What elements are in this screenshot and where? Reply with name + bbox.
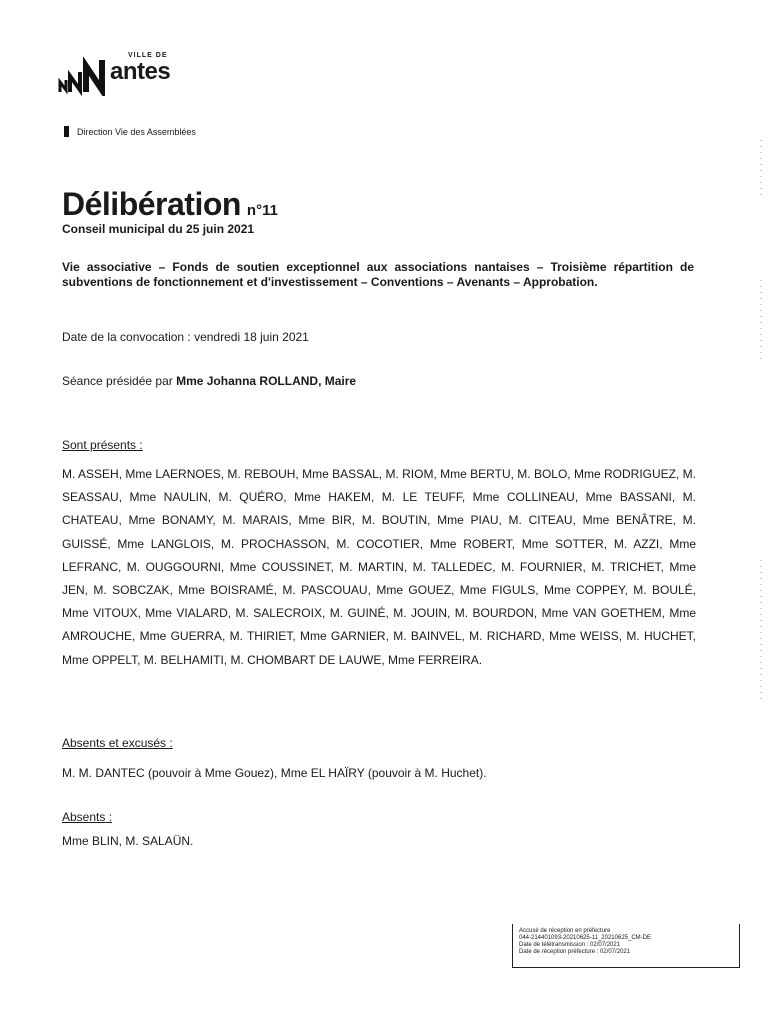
presents-list: M. ASSEH, Mme LAERNOES, M. REBOUH, Mme BASSAL, M. RIOM, Mme BERTU, M. BOLO, Mme RODRIGUEZ, M. SEASSAU, Mme NAULIN, M. QUÉRO, Mme HAKEM, M. LE TEUFF, Mme COLLINEAU, Mme BASSANI, M. CHATEAU, Mme BONAMY, M. MARAIS, Mme BIR, M. BOUTIN, Mme PIAU, M. CITEAU, Mme BENÂTRE, M. GUISSÉ, Mme LANGLOIS, M. PROCHASSON, M. COCOTIER, Mme ROBERT, Mme SOTTER, M. AZZI, Mme LEFRANC, M. OUGGOURNI, Mme COUSSINET, M. MARTIN, M. TALLEDEC, M. FOURNIER, M. TRICHET, Mme JEN, M. SOBCZAK, Mme BOISRAMÉ, M. PASCOUAU, Mme GOUEZ, Mme FIGULS, Mme COPPEY, M. BOULÉ, Mme VITOUX, Mme VIALARD, M. SALECROIX, M. GUINÉ, M. JOUIN, M. BOURDON, Mme VAN GOETHEM, Mme AMROUCHE, Mme GUERRA, M. THIRIET, Mme GARNIER, M. BAINVEL, M. RICHARD, Mme WEISS, M. HUCHET, Mme OPPELT, M. BELHAMITI, M. CHOMBART DE LAUWE, Mme FERREIRA. [62,467,696,667]
direction-text: Direction Vie des Assemblées [77,126,196,137]
presents-heading [62,438,143,452]
deliberation-title: Délibération [62,186,241,222]
logo-name-text: antes [110,58,171,85]
convocation-date: Date de la convocation : vendredi 18 juin 2021 [62,330,309,344]
stamp-line: Accusé de réception en préfecture [519,928,611,934]
absents-colon: : [105,810,113,824]
nantes-logo [58,48,198,98]
deliberation-heading [62,186,278,223]
stamp-line: Date de télétransmission : 02/07/2021 [519,942,621,948]
stamp-line: 044-214401093-20210625-11_20210625_CM-DE [519,935,651,941]
presents-label: Sont présents [62,438,137,452]
direction-line [64,126,196,137]
presidence-line [62,374,356,388]
excuses-heading [62,736,173,750]
stamp-line: Date de réception préfecture : 02/07/2021 [519,949,631,955]
session-date: Conseil municipal du 25 juin 2021 [62,222,255,236]
prefecture-stamp [512,924,740,968]
presents-colon: : [136,438,143,452]
deliberation-subject: Vie associative – Fonds de soutien exceptionnel aux associations nantaises – Troisième répartition de subventions de fonctionnement et d'investissement – Conventions – Avenants – Approbation. [62,260,694,289]
scan-margin-marks [760,140,762,700]
absents-label: Absents [62,810,106,824]
absents-list: Mme BLIN, M. SALAÜN. [62,834,194,848]
deliberation-number: n°11 [246,202,278,219]
nantes-logo-icon [58,56,114,96]
presidence-prefix: Séance présidée par [62,374,177,388]
excuses-label: Absents et excusés [62,736,167,750]
excuses-list: M. M. DANTEC (pouvoir à Mme Gouez), Mme EL HAÏRY (pouvoir à M. Huchet). [62,766,487,780]
direction-bar [64,126,69,137]
presidence-name: Mme Johanna ROLLAND, Maire [176,374,357,388]
excuses-colon: : [166,736,173,750]
absents-heading [62,810,112,824]
logo-ville-text: VILLE DE [128,52,168,59]
